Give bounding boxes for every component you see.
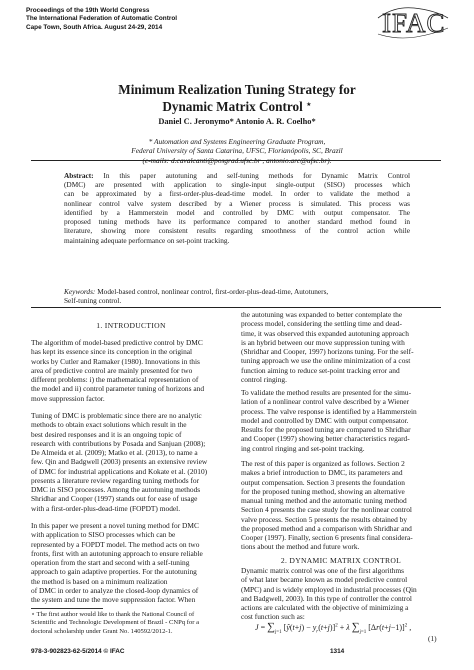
body-line: (Shridhar and Cooper, 1997) horizons tuning. For the self- — [241, 347, 414, 356]
authors: Daniel C. Jeronymo* Antonio A. R. Coelho* — [158, 117, 316, 126]
keywords-line — [64, 287, 410, 296]
abstract-line: proposed tuning methods have its performance compared to another standard method found in — [64, 217, 410, 227]
footer-page-number: 1314 — [330, 648, 345, 655]
body-line: has kept its essence since its conception in the original — [31, 347, 193, 357]
abstract-line: literature, showing more consistent results regarding smoothness of the control action while — [64, 226, 410, 236]
paper-title — [40, 82, 434, 114]
body-line: of DMC in order to analyze the closed-loop dynamics of — [31, 585, 199, 595]
body-line: model and controlled by DMC with output compensator. — [241, 415, 409, 425]
body-line: De Almeida et al. (2009); Matko et al. (2013), to name a — [31, 448, 198, 458]
abstract-line-text: In this paper autotuning and self-tuning methods for Dynamic Matrix Control — [103, 171, 410, 180]
body-line: process. The valve response is identified by a Hammerstein — [241, 406, 417, 416]
affiliation-line: (e-mails: d.cavalcanti@posgrad.ufsc.br , antonio.arc@ufsc.br). — [142, 155, 332, 165]
body-line: tuning approach we use the online minimization of a cost — [241, 356, 411, 366]
body-line: the model and ii) control parameter tuning of horizons and — [31, 384, 205, 394]
body-line: cost function such as: — [241, 612, 305, 622]
abstract-line: nonlinear control valve system described by a Wiener process is simulated. This process was — [64, 198, 410, 208]
body-line: Tuning of DMC is problematic since there are no analytic — [31, 411, 202, 420]
abstract — [64, 171, 410, 245]
body-line: the autotuning was expanded to better contemplate the — [241, 310, 403, 319]
intro-paragraph — [31, 338, 231, 403]
title-footnote-mark: ⋆ — [306, 99, 312, 109]
cost-function-equation: $J = \sum_{j=1}$ [ŷ(t+j) − $y_r(t+j)]^2 + \lambda$ $\sum_{j=1}$ $[\Delta r(t+j-1)]^2$ , — [255, 621, 412, 635]
intro-paragraph — [241, 388, 441, 453]
body-line: works by Cutler and Ramaker (1980). Innovations in this — [31, 356, 200, 366]
body-line: makes a brief introduction to DMC, its parameters and — [241, 468, 403, 478]
body-line: area of predictive control are mainly presented for two — [31, 365, 193, 375]
body-line: the system and tune the move suppression factor. When — [31, 595, 196, 605]
title-line-text: Dynamic Matrix Control — [162, 99, 303, 114]
body-line: few. Qin and Badgwell (2003) presents an extensive review — [31, 457, 208, 467]
proceedings-header — [26, 7, 177, 32]
body-line: lation of a nonlinear control valve described by a Wiener — [241, 397, 410, 407]
keywords-line: Self-tuning control. — [64, 296, 122, 306]
body-line: fronts, first with an autotuning approach to ensure reliable — [31, 548, 203, 558]
affiliation-line: Federal University of Santa Catarina, UFSC, Florianópolis, SC, Brazil — [131, 146, 343, 156]
body-line: Shridhar and Cooper (1997) stands out for ease of usage — [31, 494, 198, 504]
abstract-line: (DMC) are presented with application to single-input single-output (SISO) processes which — [64, 180, 410, 190]
body-line: research with contributions by Posada and Sanjuan (2008); — [31, 438, 206, 448]
body-line: To validate the method results are presented for the simu- — [241, 388, 412, 397]
affiliation-line: * Automation and Systems Engineering Graduate Program, — [148, 137, 326, 146]
body-line: represented by a FOPDT model. The method acts on two — [31, 539, 200, 549]
ifac-logo — [376, 2, 450, 40]
body-line: valve process. Section 5 presents the results obtained by — [241, 514, 408, 524]
footnote-line: doctoral scholarship under Grant No. 140592/2012-1. — [31, 627, 173, 635]
body-line: The algorithm of model-based predictive control by DMC — [31, 338, 203, 347]
proceedings-line: Proceedings of the 19th World Congress — [26, 7, 150, 14]
body-line: for the proposed tuning method, showing an alternative — [241, 486, 405, 496]
body-line: operation from the start and second with a self-tuning — [31, 558, 190, 568]
abstract-label: Abstract: — [64, 171, 94, 180]
body-line: Results for the proposed tuning are compared to Shridhar — [241, 425, 411, 435]
body-line: different problems: i) the mathematical representation of — [31, 375, 199, 385]
body-line: process model, considering the settling time and dead- — [241, 319, 402, 329]
ifac-logo-lettering: IFAC — [382, 8, 446, 38]
body-line: move suppression factor. — [31, 393, 105, 403]
body-line: actions are calculated with the objective of minimizing a — [241, 603, 409, 613]
body-line: manual tuning method and the automatic tuning method — [241, 496, 407, 506]
intro-paragraph — [241, 347, 441, 384]
body-line: approach to gain adaptive properties. For the autotuning — [31, 567, 197, 577]
section-heading-dmc: 2. DYNAMIC MATRIX CONTROL — [280, 556, 402, 565]
abstract-line: can be approximated by a first-order-plus-dead-time model. In order to validate the method a — [64, 189, 410, 199]
abstract-line — [64, 171, 410, 180]
ifac-logo-graphic — [376, 2, 450, 40]
body-line: methods to obtain exact solutions which result in the — [31, 420, 187, 430]
dmc-paragraph — [241, 566, 441, 622]
section-heading-introduction: 1. INTRODUCTION — [96, 321, 166, 330]
body-line: of DMC for industrial applications and Kokate et al. (2010) — [31, 466, 208, 476]
body-line: with a first-order-plus-dead-time (FOPDT) model. — [31, 503, 181, 513]
title-line — [40, 97, 434, 114]
proceedings-line: Cape Town, South Africa. August 24-29, 2014 — [26, 23, 163, 31]
body-line: of what later became known as model predictive control — [241, 575, 408, 585]
body-line: is an hybrid between our move suppression tuning with — [241, 337, 405, 347]
body-line: function aiming to reduce set-point tracking error and — [241, 365, 400, 375]
keywords-text: Model-based control, nonlinear control, first-order-plus-dead-time, Autotuners, — [97, 287, 329, 296]
body-line: The rest of this paper is organized as follows. Section 2 — [241, 459, 405, 468]
body-line: DMC in SISO processes. Among the autotuning methods — [31, 485, 201, 495]
body-line: control ringing. — [241, 374, 287, 384]
footnote-line: ⋆ The first author would like to thank the National Council of — [31, 611, 195, 618]
title-line: Minimum Realization Tuning Strategy for — [118, 82, 356, 97]
body-line: and Cooper (1997) showing better characteristics regard- — [241, 434, 410, 444]
equation-number: (1) — [428, 634, 437, 643]
abstract-line: maintaining adequate performance on set-point tracking. — [64, 235, 230, 245]
footnote-rule — [31, 608, 103, 609]
body-line: (MPC) and is widely employed in industrial processes (Qin — [241, 584, 417, 594]
intro-paragraph — [241, 310, 441, 347]
intro-paragraph — [31, 521, 231, 604]
body-line: with application to SISO processes which can be — [31, 530, 176, 540]
body-line: time, it was observed this expanded autotuning approach — [241, 328, 409, 338]
footnote — [31, 611, 231, 636]
body-line: tions about the method and future work. — [241, 542, 360, 552]
intro-paragraph — [31, 411, 231, 513]
body-line: the proposed method and a comparison with Shridhar and — [241, 523, 412, 533]
body-line: presents a literature review regarding tuning methods for — [31, 475, 200, 485]
body-line: Cooper (1997). Finally, section 6 presents final considera- — [241, 533, 413, 543]
intro-paragraph — [241, 459, 441, 552]
body-line: best desired responses and it is an ongoing topic of — [31, 429, 182, 439]
body-line: Dynamic matrix control was one of the first algorithms — [241, 566, 404, 575]
body-line: the method is based on a minimum realization — [31, 576, 168, 586]
body-line: Section 4 presents the case study for the nonlinear control — [241, 505, 412, 515]
abstract-line: identified by a Hammerstein model and controlled by DMC with output compensator. The — [64, 207, 410, 217]
body-line: ing control ringing and set-point tracking. — [241, 443, 365, 453]
keywords-label: Keywords: — [64, 287, 96, 296]
body-line: and Badgwell, 2003). In this type of controller the control — [241, 593, 412, 603]
footnote-line: Scientific and Technologic Development of Brazil - CNPq for a — [31, 619, 200, 627]
proceedings-line: The International Federation of Automatic Control — [26, 15, 178, 23]
body-line: output compensation. Section 3 presents the foundation — [241, 477, 406, 487]
body-line: In this paper we present a novel tuning method for DMC — [31, 521, 199, 530]
footer-isbn: 978-3-902823-62-5/2014 © IFAC — [31, 648, 125, 655]
keywords — [64, 287, 410, 305]
